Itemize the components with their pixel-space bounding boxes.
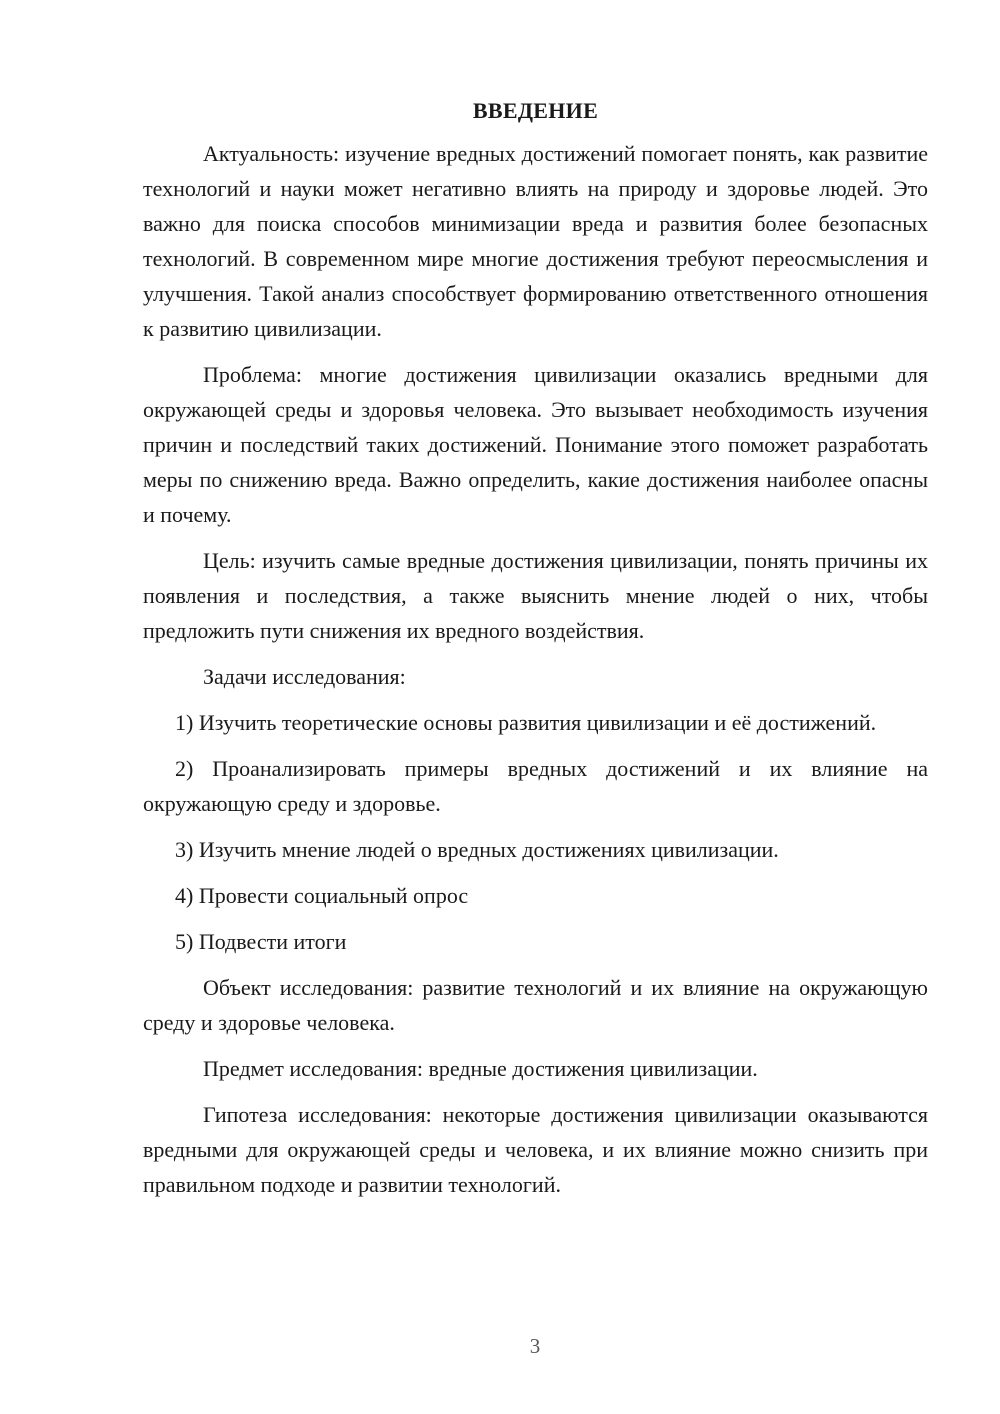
task-item: 2) Проанализировать примеры вредных достижений и их влияние на окружающую среду и здоровье. bbox=[143, 756, 928, 816]
task-item: 1) Изучить теоретические основы развития цивилизации и её достижений. bbox=[175, 710, 877, 735]
hypothesis-paragraph: Гипотеза исследования: некоторые достижения цивилизации оказываются вредными для окружающей среды и человека, и их влияние можно снизить при правильном подходе и развитии технологий. bbox=[143, 1102, 928, 1197]
subject-paragraph: Предмет исследования: вредные достижения цивилизации. bbox=[203, 1056, 758, 1081]
tasks-heading: Задачи исследования: bbox=[203, 664, 406, 689]
goal-paragraph: Цель: изучить самые вредные достижения цивилизации, понять причины их появления и последствия, а также выяснить мнение людей о них, чтобы предложить пути снижения их вредного воздействия. bbox=[143, 548, 928, 643]
relevance-paragraph: Актуальность: изучение вредных достижений помогает понять, как развитие технологий и науки может негативно влиять на природу и здоровье людей. Это важно для поиска способов минимизации вреда и развития более безопасных технологий. В современном мире многие достижения требуют переосмысления и улучшения. Такой анализ способствует формированию ответственного отношения к развитию цивилизации. bbox=[143, 141, 928, 341]
task-item: 4) Провести социальный опрос bbox=[175, 883, 469, 908]
problem-paragraph: Проблема: многие достижения цивилизации оказались вредными для окружающей среды и здоровья человека. Это вызывает необходимость изучения причин и последствий таких достижений. Понимание этого поможет разработать меры по снижению вреда. Важно определить, какие достижения наиболее опасны и почему. bbox=[143, 362, 928, 527]
section-title: ВВЕДЕНИЕ bbox=[472, 98, 599, 123]
page-number: 3 bbox=[529, 1334, 541, 1358]
task-item: 3) Изучить мнение людей о вредных достижениях цивилизации. bbox=[175, 837, 779, 862]
page-content bbox=[143, 96, 928, 1213]
object-paragraph: Объект исследования: развитие технологий и их влияние на окружающую среду и здоровье человека. bbox=[143, 975, 928, 1035]
task-item: 5) Подвести итоги bbox=[175, 929, 347, 954]
